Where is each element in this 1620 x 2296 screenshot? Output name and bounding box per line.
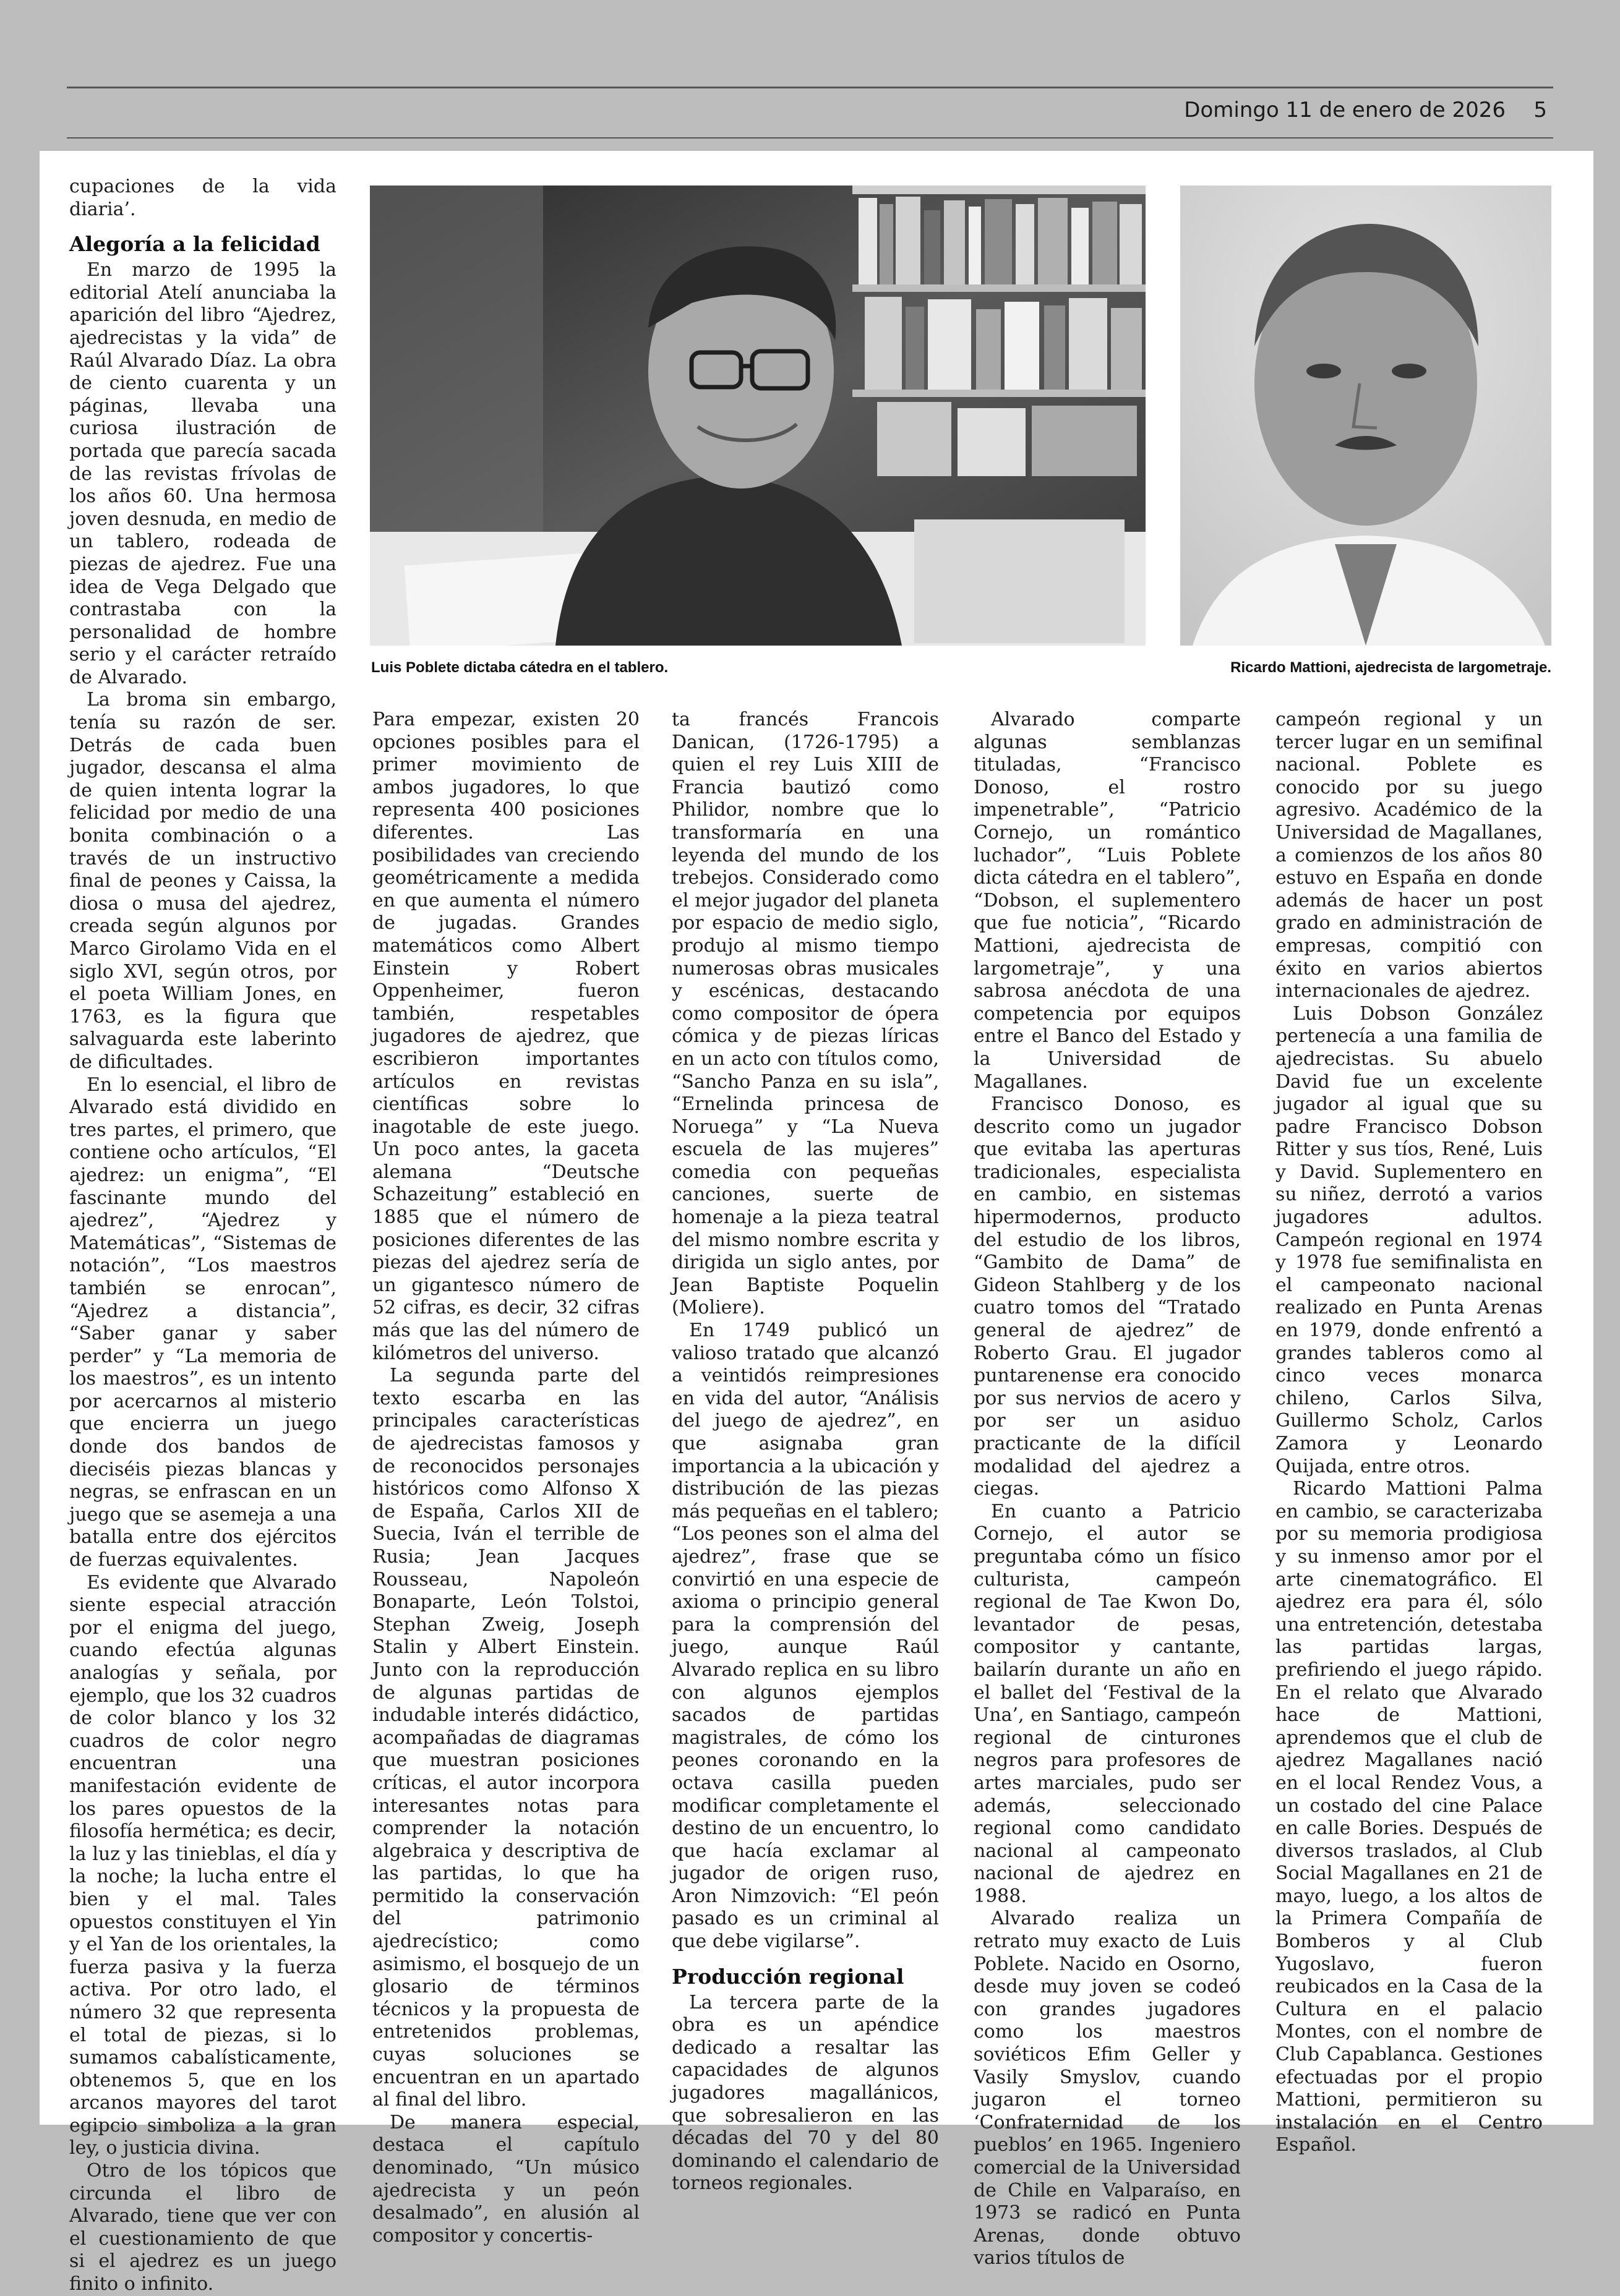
section-heading: Alegoría a la felicidad — [69, 232, 320, 257]
article-paragraph: cupaciones de la vida diaria’. — [69, 176, 336, 220]
article-column-4 — [974, 709, 1241, 2270]
photo-caption: Luis Poblete dictaba cátedra en el tablero. — [371, 659, 669, 676]
article-paragraph: Para empezar, existen 20 opciones posibles para el primer movimiento de ambos jugadores, lo que representa 400 posiciones diferentes. Las posibilidades van creciendo geométricamente a medida en que aumenta el número de jugadas. Grandes matemáticos como Albert Einstein y Robert Oppenheimer, fueron también, respetables jugadores de ajedrez, que escribieron importantes artículos en revistas científicas sobre lo inagotable de este juego. Un poco antes, la gaceta alemana “Deutsche Schazeitung” estableció en 1885 que el número de posiciones diferentes de las piezas del ajedrez sería de un gigantesco número de 52 cifras, es decir, 32 cifras más que las del número de kilómetros del universo. — [372, 709, 640, 1364]
portrait-image — [1180, 186, 1551, 646]
article-paragraph: Alvarado realiza un retrato muy exacto de Luis Poblete. Nacido en Osorno, desde muy joven se codeó con grandes jugadores como los maestros soviéticos Efim Geller y Vasily Smyslov, cuando jugaron el torneo ‘Confraternidad de los pueblos’ en 1965. Ingeniero comercial de la Universidad de Chile en Valparaíso, en 1973 se radicó en Punta Arenas, donde obtuvo varios títulos de — [974, 1908, 1241, 2269]
article-paragraph: Es evidente que Alvarado siente especial atracción por el enigma del juego, cuando efectúa algunas analogías y señala, por ejemplo, que los 32 cuadros de color blanco y los 32 cuadros de color negro encuentran una manifestación evidente de los pares opuestos de la filosofía hermética; es decir, la luz y las tinieblas, el día y la noche; la lucha entre el bien y el mal. Tales opuestos constituyen el Yin y el Yan de los orientales, la fuerza pasiva y la fuerza activa. Por otro lado, el número 32 que representa el total de piezas, si lo sumamos cabalísticamente, obtenemos 5, que en los arcanos mayores del tarot egipcio simboliza a la gran ley, o justicia divina. — [69, 1571, 336, 2159]
article-column-3 — [672, 709, 939, 2195]
page-number: 5 — [1533, 98, 1547, 122]
article-paragraph: En 1749 publicó un valioso tratado que alcanzó a veintidós reimpresiones en vida del autor, “Análisis del juego de ajedrez”, en que asignaba gran importancia a la ubicación y distribución de las piezas más pequeñas en el tablero; “Los peones son el alma del ajedrez”, frase que se convirtió en una especie de axioma o principio general para la comprensión del juego, aunque Raúl Alvarado replica en su libro con algunos ejemplos sacados de partidas magistrales, de cómo los peones coronando en la octava casilla pueden modificar completamente el destino de un encuentro, lo que hacía exclamar al jugador de origen ruso, Aron Nimzovich: “El peón pasado es un criminal al que debe vigilarse”. — [672, 1320, 939, 1953]
article-page — [40, 151, 1593, 2295]
article-paragraph: En lo esencial, el libro de Alvarado está dividido en tres partes, el primero, que contiene ocho artículos, “El ajedrez: un enigma”, “El fascinante mundo del ajedrez”, “Ajedrez y Matemáticas”, “Sistemas de notación”, “Los maestros también se enrocan”, “Ajedrez a distancia”, “Saber ganar y saber perder” y “La memoria de los maestros”, es un intento por acercarnos al misterio que encierra un juego donde dos bandos de dieciséis piezas blancas y negras, se enfrascan en un juego que se asemeja a una batalla entre dos ejércitos de fuerzas equivalentes. — [69, 1073, 336, 1571]
article-paragraph: Otro de los tópicos que circunda el libro de Alvarado, tiene que ver con el cuestionamiento de que si el ajedrez es un juego finito o infinito. — [69, 2160, 336, 2295]
article-paragraph: La broma sin embargo, tenía su razón de ser. Detrás de cada buen jugador, descansa el alma de quien intenta lograr la felicidad por medio de una bonita combinación o a través de un instructivo final de peones y Caissa, la diosa o musa del ajedrez, creada según algunos por Marco Girolamo Vida en el siglo XVI, según otros, por el poeta William Jones, en 1763, es la figura que salvaguarda este laberinto de dificultades. — [69, 689, 336, 1073]
article-column-2 — [372, 709, 640, 2247]
article-paragraph: La segunda parte del texto escarba en las principales características de ajedrecistas famosos y de reconocidos personajes históricos como Alfonso X de España, Carlos XII de Suecia, Iván el terrible de Rusia; Jean Jacques Rousseau, Napoleón Bonaparte, León Tolstoi, Stephan Zweig, Joseph Stalin y Albert Einstein. Junto con la reproducción de algunas partidas de indudable interés didáctico, acompañadas de diagramas que muestran posiciones críticas, el autor incorpora interesantes notas para comprender la notación algebraica y descriptiva de las partidas, lo que ha permitido la conservación del patrimonio ajedrecístico; como asimismo, el bosquejo de un glosario de términos técnicos y la propuesta de entretenidos problemas, cuyas soluciones se encuentran en un apartado al final del libro. — [372, 1365, 640, 2111]
photo-ricardo-mattioni — [1180, 186, 1551, 646]
article-column-1 — [69, 176, 336, 2296]
article-paragraph: La tercera parte de la obra es un apéndice dedicado a resaltar las capacidades de algunos jugadores magallánicos, que sobresalieron en las décadas del 70 y del 80 dominando el calendario de torneos regionales. — [672, 1991, 939, 2195]
article-paragraph: Ricardo Mattioni Palma en cambio, se caracterizaba por su memoria prodigiosa y su inmenso amor por el arte cinematográfico. El ajedrez era para él, sólo una entretención, detestaba las partidas largas, prefiriendo el juego rápido. En el relato que Alvarado hace de Mattioni, aprendemos que el club de ajedrez Magallanes nació en el local Rendez Vous, a un costado del cine Palace en calle Bories. Después de diversos traslados, al Club Social Magallanes en 21 de mayo, luego, a los altos de la Primera Compañía de Bomberos y al Club Yugoslavo, fueron reubicados en la Casa de la Cultura en el palacio Montes, con el nombre de Club Capablanca. Gestiones efectuadas por el propio Mattioni, permitieron su instalación en el Centro Español. — [1275, 1478, 1543, 2156]
portrait-image — [370, 186, 1146, 646]
page-header — [0, 0, 1620, 152]
article-paragraph: Alvarado comparte algunas semblanzas tituladas, “Francisco Donoso, el rostro impenetrable”, “Patricio Cornejo, un romántico luchador”, “Luis Poblete dicta cátedra en el tablero”, “Dobson, el suplementero que fue noticia”, “Ricardo Mattioni, ajedrecista de largometraje”, y una sabrosa anécdota de una competencia por equipos entre el Banco del Estado y la Universidad de Magallanes. — [974, 709, 1241, 1093]
photo-caption: Ricardo Mattioni, ajedrecista de largometraje. — [1230, 659, 1551, 676]
article-paragraph: En marzo de 1995 la editorial Atelí anunciaba la aparición del libro “Ajedrez, ajedrecistas y la vida” de Raúl Alvarado Díaz. La obra de ciento cuarenta y un páginas, llevaba una curiosa ilustración de portada que parecía sacada de las revistas frívolas de los años 60. Una hermosa joven desnuda, en medio de un tablero, rodeada de piezas de ajedrez. Fue una idea de Vega Delgado que contrastaba con la personalidad de hombre serio y el carácter retraído de Alvarado. — [69, 259, 336, 688]
article-paragraph: campeón regional y un tercer lugar en un semifinal nacional. Poblete es conocido por su juego agresivo. Académico de la Universidad de Magallanes, a comienzos de los años 80 estuvo en España en donde además de hacer un post grado en administración de empresas, compitió con éxito en varios abiertos internacionales de ajedrez. — [1275, 709, 1543, 1002]
article-paragraph: Francisco Donoso, es descrito como un jugador que evitaba las aperturas tradicionales, especialista en cambio, en sistemas hipermodernos, producto del estudio de los libros, “Gambito de Dama” de Gideon Stahlberg y de los cuatro tomos del “Tratado general de ajedrez” de Roberto Grau. El jugador puntarenense era conocido por sus nervios de acero y por ser un asiduo practicante de la difícil modalidad del ajedrez a ciegas. — [974, 1093, 1241, 1500]
article-paragraph: De manera especial, destaca el capítulo denominado, “Un músico ajedrecista y un peón desalmado”, en alusión al compositor y concertis- — [372, 2111, 640, 2247]
article-paragraph: Luis Dobson González pertenecía a una familia de ajedrecistas. Su abuelo David fue un excelente jugador al igual que su padre Francisco Dobson Ritter y sus tíos, René, Luis y David. Suplementero en su niñez, derrotó a varios jugadores adultos. Campeón regional en 1974 y 1978 fue semifinalista en el campeonato nacional realizado en Punta Arenas en 1979, donde enfrentó a grandes tableros como al cinco veces monarca chileno, Carlos Silva, Guillermo Scholz, Carlos Zamora y Leonardo Quijada, entre otros. — [1275, 1002, 1543, 1477]
header-rule-top — [67, 87, 1553, 88]
article-paragraph: En cuanto a Patricio Cornejo, el autor se preguntaba cómo un físico culturista, campeón regional de Tae Kwon Do, levantador de pesas, compositor y cantante, bailarín durante un año en el ballet del ‘Festival de la Una’, en Santiago, campeón regional de cinturones negros para profesores de artes marciales, pudo ser además, seleccionado regional como candidato nacional al campeonato nacional de ajedrez en 1988. — [974, 1500, 1241, 1907]
article-column-5 — [1275, 709, 1543, 2157]
article-paragraph: ta francés Francois Danican, (1726-1795) a quien el rey Luis XIII de Francia bautizó como Philidor, nombre que lo transformaría en una leyenda del mundo de los trebejos. Considerado como el mejor jugador del planeta por espacio de medio siglo, produjo al mismo tiempo numerosas obras musicales y escénicas, destacando como compositor de ópera cómica y de piezas líricas en un acto con títulos como, “Sancho Panza en su isla”, “Ernelinda princesa de Noruega” y “La Nueva escuela de las mujeres” comedia con pequeñas canciones, suerte de homenaje a la pieza teatral del mismo nombre escrita y dirigida un siglo antes, por Jean Baptiste Poquelin (Moliere). — [672, 709, 939, 1319]
dateline: Domingo 11 de enero de 2026 — [1184, 98, 1506, 122]
photo-luis-poblete — [370, 186, 1146, 646]
header-rule-bottom — [67, 137, 1553, 139]
section-heading: Producción regional — [672, 1964, 904, 1989]
